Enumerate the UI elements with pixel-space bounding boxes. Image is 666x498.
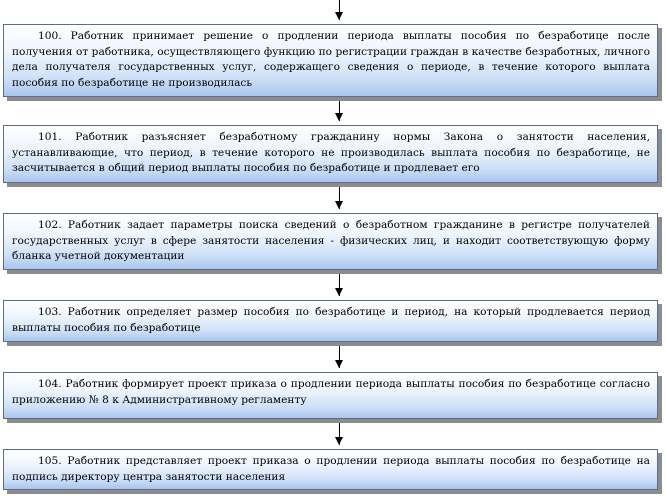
step-text-101: 101. Работник разъясняет безработному гражданину нормы Закона о занятости населения, устанавливающие, что период, в течение которого не производилась выплата пособия по безработице, не засчитывается в общий период выплаты пособия по безработице и продлевает его [12,131,650,175]
arrow-into-step-100 [334,0,346,20]
arrow-101-to-102 [334,187,346,209]
step-box-100 [3,24,658,97]
arrow-100-to-101 [334,101,346,121]
arrow-104-to-105 [334,423,346,445]
step-text-103: 103. Работник определяет размер пособия по безработице и период, на который продлевается период выплаты пособия по безработице [12,306,650,334]
step-box-102 [3,213,658,270]
arrow-102-to-103 [334,274,346,296]
step-box-101 [3,125,658,183]
step-text-100: 100. Работник принимает решение о продлении периода выплаты пособия по безработице после получения от работника, осуществляющего функцию по регистрации граждан в качестве безработных, личного дела получателя государственных услуг, содержащего сведения о периоде, в течение которого выплата пособия по безработице не производилась [12,30,650,89]
step-text-105: 105. Работник представляет проект приказа о продлении периода выплаты пособия по безработице на подпись директору центра занятости населения [12,455,650,483]
step-text-104: 104. Работник формирует проект приказа о продлении периода выплаты пособия по безработице согласно приложению № 8 к Административному регламенту [12,378,650,406]
step-box-105 [3,449,658,490]
step-box-104 [3,372,658,419]
step-text-102: 102. Работник задает параметры поиска сведений о безработном гражданине в регистре получателей государственных услуг в сфере занятости населения - физических лиц, и находит соответствующую форму бланка учетной документации [12,219,650,263]
arrow-103-to-104 [334,346,346,368]
step-box-103 [3,300,658,342]
